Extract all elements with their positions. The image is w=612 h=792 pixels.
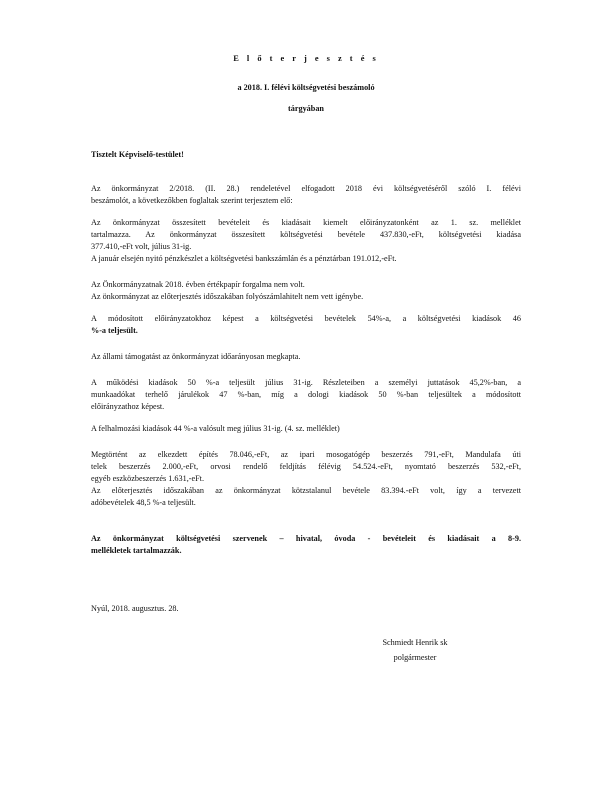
paragraph-8-line-2: telek beszerzés 2.000,-eFt, orvosi rendelő feldjítás félévig 54.524.-eFt, nyomtató beszerzés 532,-eFt, [91, 462, 521, 471]
salutation: Tisztelt Képviselő-testület! [91, 150, 184, 159]
paragraph-9-line-1: Az önkormányzat költségvetési szervenek – hivatal, óvoda - bevételeit és kiadásait a 8-9. [91, 534, 521, 543]
paragraph-3-line-2: Az önkormányzat az előterjesztés időszakában folyószámlahitelt nem vett igénybe. [91, 292, 364, 301]
paragraph-2-line-3: 377.410,-eFt volt, július 31-ig. [91, 242, 192, 251]
paragraph-5-line-1: Az állami támogatást az önkormányzat időarányosan megkapta. [91, 352, 301, 361]
paragraph-4-line-1: A módosított előirányzatokhoz képest a költségvetési bevételek 54%-a, a költségvetési kiadások 46 [91, 314, 521, 323]
paragraph-2-line-2: tartalmazza. Az önkormányzat összesített költségvetési bevétele 437.830,-eFt, költségvetési kiadása [91, 230, 521, 239]
paragraph-8-line-3: egyéb eszközbeszerzés 1.631,-eFt. [91, 474, 204, 483]
paragraph-1-line-2: beszámolót, a következőkben foglaltak szerint terjesztem elő: [91, 196, 293, 205]
paragraph-8-line-5: adóbevételek 48,5 %-a teljesült. [91, 498, 196, 507]
paragraph-1-line-1: Az önkormányzat 2/2018. (II. 28.) rendeletével elfogadott 2018 évi költségvetéséről szóló I. félévi [91, 184, 521, 193]
paragraph-8-line-1: Megtörtént az elkezdett építés 78.046,-eFt, az ipari mosogatógép beszerzés 791,-eFt, Mandulafa úti [91, 450, 521, 459]
paragraph-7-line-1: A felhalmozási kiadások 44 %-a valósult meg július 31-ig. (4. sz. melléklet) [91, 424, 340, 433]
document-subject-suffix: tárgyában [288, 104, 324, 113]
document-title: E l ő t e r j e s z t é s [233, 54, 379, 63]
document-subject: a 2018. I. félévi költségvetési beszámoló [237, 83, 375, 92]
paragraph-3-line-1: Az Önkormányzatnak 2018. évben értékpapír forgalma nem volt. [91, 280, 305, 289]
signature-role: polgármester [393, 653, 437, 662]
paragraph-9-line-2: mellékletek tartalmazzák. [91, 546, 182, 555]
paragraph-6-line-3: előirányzathoz képest. [91, 402, 165, 411]
paragraph-2-line-1: Az önkormányzat összesített bevételeit és kiadásait kiemelt előirányzatonként az 1. sz. melléklet [91, 218, 521, 227]
paragraph-2-line-4: A január elsején nyitó pénzkészlet a költségvetési bankszámlán és a pénztárban 191.012,-eFt. [91, 254, 397, 263]
document-date: Nyúl, 2018. augusztus. 28. [91, 604, 179, 613]
signature-name: Schmiedt Henrik sk [382, 638, 448, 647]
paragraph-8-line-4: Az előterjesztés időszakában az önkormányzat kötzstalanul bevétele 83.394.-eFt volt, így a tervezett [91, 486, 521, 495]
paragraph-6-line-1: A működési kiadások 50 %-a teljesült július 31-ig. Részleteiben a személyi juttatások 45,2%-ban, a [91, 378, 521, 387]
paragraph-6-line-2: munkaadókat terhelő járulékok 47 %-ban, míg a dologi kiadások 50 %-ban teljesültek a módosított [91, 390, 521, 399]
paragraph-4-line-2: %-a teljesült. [91, 326, 138, 335]
